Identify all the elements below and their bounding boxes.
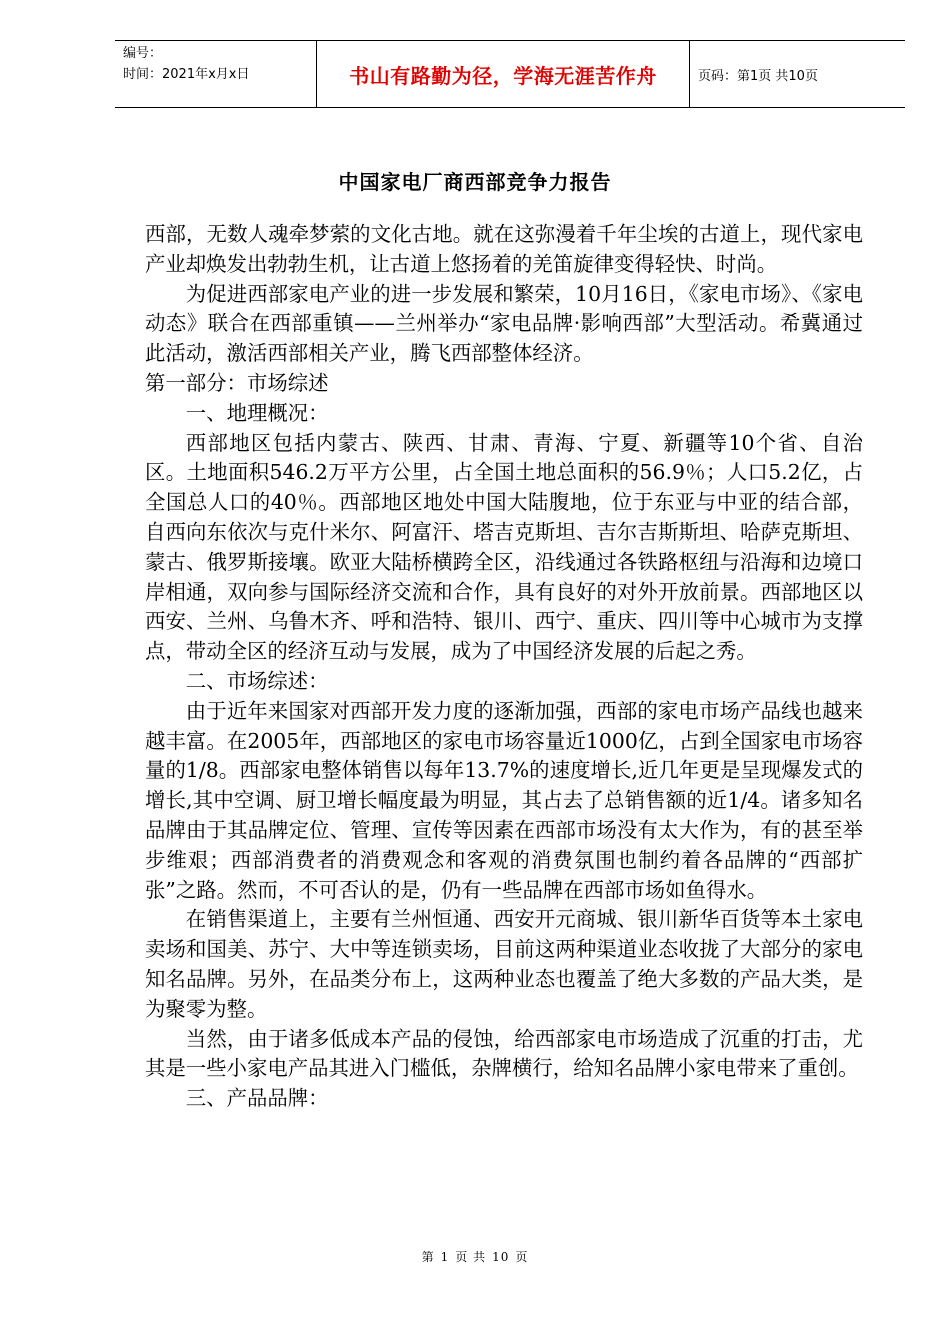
paragraph: 西部，无数人魂牵梦萦的文化古地。就在这弥漫着千年尘埃的古道上，现代家电产业却焕发出勃勃生机，让古道上悠扬着的羌笛旋律变得轻快、时尚。 xyxy=(145,222,863,276)
paragraph: 西部地区包括内蒙古、陕西、甘肃、青海、宁夏、新疆等10个省、自治区。土地面积546.2万平方公里，占全国土地总面积的56.9％；人口5.2亿，占全国总人口的40％。西部地区地处中国大陆腹地，位于东亚与中亚的结合部，自西向东依次与克什米尔、阿富汗、塔吉克斯坦、吉尔吉斯斯坦、哈萨克斯坦、蒙古、俄罗斯接壤。欧亚大陆桥横跨全区，沿线通过各铁路枢纽与沿海和边境口岸相通，双向参与国际经济交流和合作，具有良好的对外开放前景。西部地区以西安、兰州、乌鲁木齐、呼和浩特、银川、西宁、重庆、四川等中心城市为支撑点，带动全区的经济互动与发展，成为了中国经济发展的后起之秀。 xyxy=(145,430,863,664)
header-motto: 书山有路勤为径，学海无涯苦作舟 xyxy=(349,63,657,88)
document-time-label: 时间：2021年x月x日 xyxy=(123,67,250,82)
page-footer xyxy=(0,1248,950,1265)
footer-page-number: 1 xyxy=(440,1250,450,1264)
paragraph: 为促进西部家电产业的进一步发展和繁荣，10月16日，《家电市场》、《家电动态》联合在西部重镇——兰州举办“家电品牌·影响西部”大型活动。希冀通过此活动，激活西部相关产业，腾飞西部整体经济。 xyxy=(145,281,863,366)
footer-middle: 页 共 xyxy=(455,1250,487,1264)
header-page-cell xyxy=(690,41,905,107)
footer-total-pages: 10 xyxy=(492,1250,510,1264)
subsection-heading: 三、产品品牌： xyxy=(185,1086,329,1111)
subsection-heading: 二、市场综述： xyxy=(185,668,329,693)
header-meta-cell xyxy=(115,41,316,107)
header-table xyxy=(115,40,905,108)
paragraph: 在销售渠道上，主要有兰州恒通、西安开元商城、银川新华百货等本土家电卖场和国美、苏宁、大中等连锁卖场，目前这两种渠道业态收拢了大部分的家电知名品牌。另外，在品类分布上，这两种业态也覆盖了绝大多数的产品大类，是为聚零为整。 xyxy=(145,907,863,1021)
footer-suffix: 页 xyxy=(515,1250,529,1264)
section-heading: 第一部分：市场综述 xyxy=(145,370,329,395)
document-body xyxy=(145,220,863,1114)
subsection-heading: 一、地理概况： xyxy=(185,400,329,425)
header-motto-cell xyxy=(316,41,690,107)
footer-prefix: 第 xyxy=(421,1250,435,1264)
header-page-info: 页码：第1页 共10页 xyxy=(698,68,818,84)
document-title: 中国家电厂商西部竞争力报告 xyxy=(338,170,612,194)
paragraph: 当然，由于诸多低成本产品的侵蚀，给西部家电市场造成了沉重的打击，尤其是一些小家电产品其进入门槛低，杂牌横行，给知名品牌小家电带来了重创。 xyxy=(145,1026,863,1081)
paragraph: 由于近年来国家对西部开发力度的逐渐加强，西部的家电市场产品线也越来越丰富。在2005年，西部地区的家电市场容量近1000亿，占到全国家电市场容量的1/8。西部家电整体销售以每年13.7%的速度增长,近几年更是呈现爆发式的增长,其中空调、厨卫增长幅度最为明显，其占去了总销售额的近1/4。诸多知名品牌由于其品牌定位、管理、宣传等因素在西部市场没有太大作为，有的甚至举步维艰；西部消费者的消费观念和客观的消费氛围也制约着各品牌的“西部扩张”之路。然而，不可否认的是，仍有一些品牌在西部市场如鱼得水。 xyxy=(145,698,863,902)
document-number-label: 编号： xyxy=(123,46,163,61)
